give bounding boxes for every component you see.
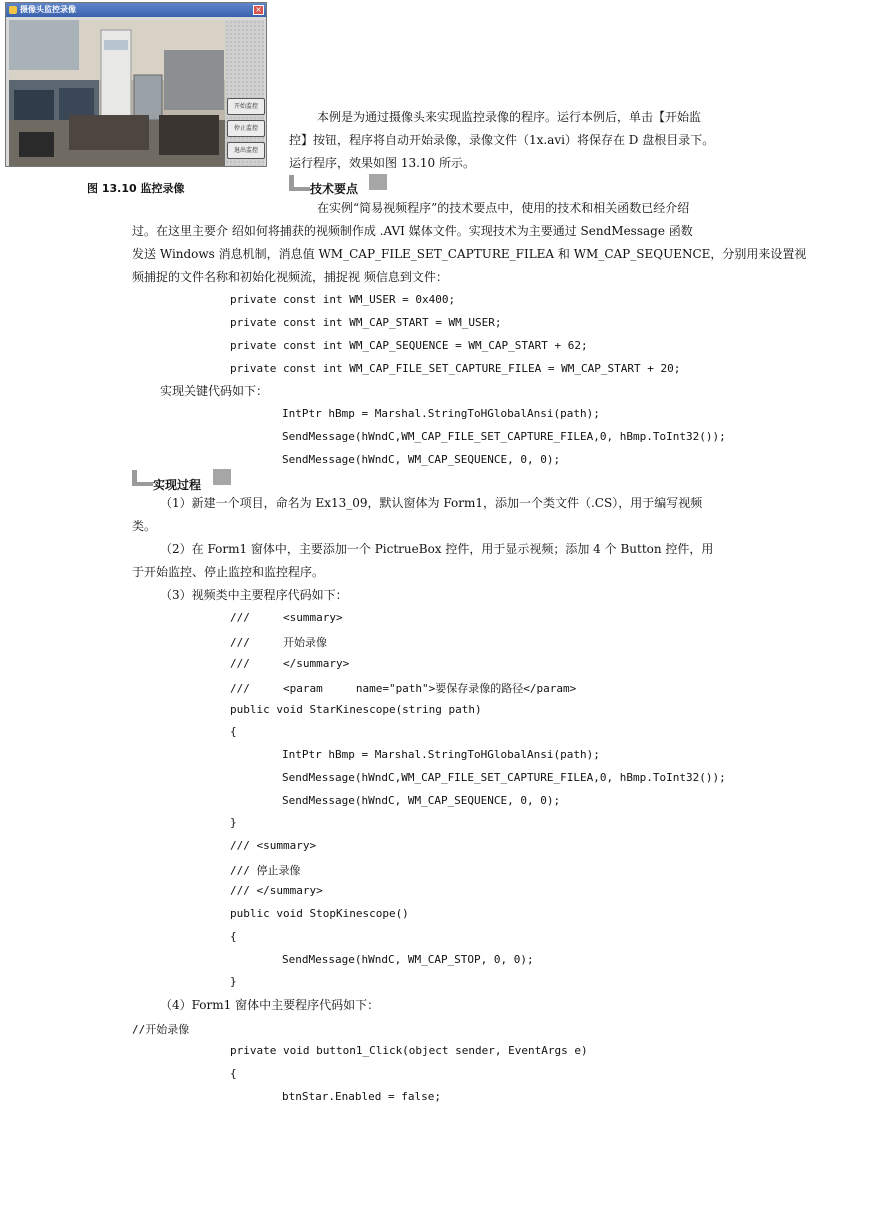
code-line: SendMessage(hWndC,WM_CAP_FILE_SET_CAPTURE_FILEA,0, hBmp.ToInt32()); — [282, 771, 726, 784]
tech-para-line-4: 频捕捉的文件名称和初始化视频流，捕捉视 频信息到文件： — [132, 270, 448, 284]
stop-monitor-button[interactable]: 停止监控 — [227, 120, 265, 137]
section-title-process: 实现过程 — [153, 478, 202, 492]
code-line: /// <summary> — [230, 839, 317, 852]
code-line: IntPtr hBmp = Marshal.StringToHGlobalAnsi(path); — [282, 407, 600, 420]
video-preview — [9, 20, 225, 166]
code-line: /// 开始录像 — [230, 636, 327, 649]
window-titlebar — [6, 3, 266, 17]
code-line: { — [230, 930, 237, 943]
exit-monitor-button[interactable]: 退出监控 — [227, 142, 265, 159]
close-icon[interactable]: × — [253, 5, 264, 15]
code-line: { — [230, 1067, 237, 1080]
key-code-label: 实现关键代码如下： — [160, 384, 269, 398]
code-line: /// <param name="path">要保存录像的路径</param> — [230, 682, 577, 695]
code-line: private const int WM_USER = 0x400; — [230, 293, 456, 306]
intro-line-1: 本例是为通过摄像头来实现监控录像的程序。运行本例后，单击【开始监 — [317, 110, 702, 124]
app-icon — [9, 6, 17, 14]
code-line: } — [230, 816, 237, 829]
code-line: } — [230, 975, 237, 988]
code-line: { — [230, 725, 237, 738]
intro-line-2: 控】按钮，程序将自动开始录像，录像文件（1x.avi）将保存在 D 盘根目录下。 — [289, 133, 715, 147]
code-line: SendMessage(hWndC,WM_CAP_FILE_SET_CAPTURE_FILEA,0, hBmp.ToInt32()); — [282, 430, 726, 443]
code-line: SendMessage(hWndC, WM_CAP_SEQUENCE, 0, 0); — [282, 794, 561, 807]
code-line: private const int WM_CAP_FILE_SET_CAPTURE_FILEA = WM_CAP_START + 20; — [230, 362, 681, 375]
tech-para-line-3: 发送 Windows 消息机制，消息值 WM_CAP_FILE_SET_CAPTURE_FILEA 和 WM_CAP_SEQUENCE，分别用来设置视 — [132, 247, 807, 261]
section-title-tech: 技术要点 — [310, 182, 359, 196]
step1-line-2: 类。 — [132, 519, 157, 533]
code-line: private const int WM_CAP_START = WM_USER; — [230, 316, 502, 329]
code-line: public void StopKinescope() — [230, 907, 409, 920]
code-line: public void StarKinescope(string path) — [230, 703, 482, 716]
figure-caption: 图 13.10 监控录像 — [87, 182, 185, 195]
intro-line-3: 运行程序，效果如图 13.10 所示。 — [289, 156, 475, 170]
window-title: 摄像头监控录像 — [20, 5, 76, 14]
figure-screenshot — [5, 2, 267, 167]
code-line: /// 停止录像 — [230, 864, 301, 877]
code-line: /// </summary> — [230, 884, 323, 897]
code-line: /// </summary> — [230, 657, 350, 670]
step4-line: （4）Form1 窗体中主要程序代码如下： — [160, 998, 380, 1012]
code-line: SendMessage(hWndC, WM_CAP_SEQUENCE, 0, 0); — [282, 453, 561, 466]
code-line: private const int WM_CAP_SEQUENCE = WM_CAP_START + 62; — [230, 339, 588, 352]
step2-line-1: （2）在 Form1 窗体中，主要添加一个 PictrueBox 控件，用于显示视频；添加 4 个 Button 控件，用 — [160, 542, 714, 556]
tech-para-line-2: 过。在这里主要介 绍如何将捕获的视频制作成 .AVI 媒体文件。实现技术为主要通过 SendMessage 函数 — [132, 224, 693, 238]
tech-para-line-1: 在实例“简易视频程序”的技术要点中，使用的技术和相关函数已经介绍 — [317, 201, 690, 215]
step1-line-1: （1）新建一个项目，命名为 Ex13_09，默认窗体为 Form1，添加一个类文件（.CS），用于编写视频 — [160, 496, 703, 510]
start-monitor-button[interactable]: 开始监控 — [227, 98, 265, 115]
step3-line: （3）视频类中主要程序代码如下： — [160, 588, 348, 602]
code-line: btnStar.Enabled = false; — [282, 1090, 441, 1103]
code-line: IntPtr hBmp = Marshal.StringToHGlobalAnsi(path); — [282, 748, 600, 761]
step2-line-2: 于开始监控、停止监控和监控程序。 — [132, 565, 325, 579]
code-line: //开始录像 — [132, 1023, 190, 1036]
code-line: private void button1_Click(object sender, EventArgs e) — [230, 1044, 588, 1057]
code-line: SendMessage(hWndC, WM_CAP_STOP, 0, 0); — [282, 953, 534, 966]
code-line: /// <summary> — [230, 611, 343, 624]
